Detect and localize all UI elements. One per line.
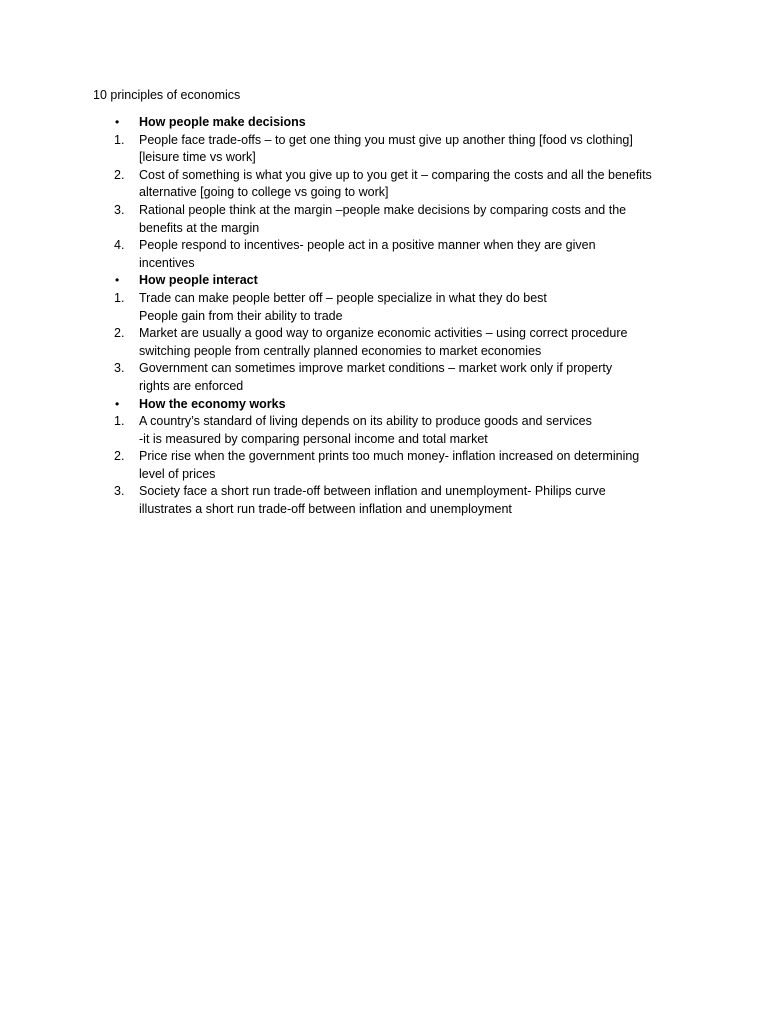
list-item-line: Trade can make people better off – people specialize in what they do best: [139, 290, 547, 305]
section-heading-text: How people make decisions: [139, 115, 306, 129]
list-number: 2.: [114, 326, 125, 341]
list-item-line: People face trade-offs – to get one thing you must give up another thing [food vs clothing]: [139, 132, 633, 147]
list-item: [93, 202, 693, 237]
list-item: [93, 360, 693, 395]
list-number: 1.: [114, 414, 125, 429]
document-title: 10 principles of economics: [93, 88, 241, 102]
list-item: [93, 413, 693, 448]
bullet-marker: •: [115, 396, 120, 411]
list-item: [93, 290, 693, 325]
list-item: [93, 167, 693, 202]
list-item-line: Society face a short run trade-off between inflation and unemployment- Philips curve: [139, 484, 606, 499]
list-item-line: People respond to incentives- people act in a positive manner when they are given: [139, 238, 596, 253]
list-item-line: level of prices: [139, 466, 216, 481]
list-item: [93, 237, 693, 272]
section-heading-text: How the economy works: [139, 396, 286, 411]
list-number: 1.: [114, 290, 125, 305]
list-number: 3.: [114, 202, 125, 217]
list-item-line: Rational people think at the margin –people make decisions by comparing costs and the: [139, 202, 627, 217]
list-item: [93, 483, 693, 518]
section-heading-economy: [93, 396, 693, 414]
list-item: [93, 448, 693, 483]
list-item-line: rights are enforced: [139, 378, 244, 393]
section-heading-interact: [93, 272, 693, 290]
list-item-line: Government can sometimes improve market conditions – market work only if property: [139, 361, 613, 376]
list-number: 2.: [114, 167, 125, 182]
list-item-line: benefits at the margin: [139, 220, 260, 235]
list-item: [93, 325, 693, 360]
list-item-line: -it is measured by comparing personal income and total market: [139, 431, 488, 446]
list-item-line: incentives: [139, 255, 195, 270]
list-number: 3.: [114, 361, 125, 376]
list-number: 1.: [114, 132, 125, 147]
list-item-line: alternative [going to college vs going to work]: [139, 185, 389, 200]
list-number: 4.: [114, 238, 125, 253]
list-number: 2.: [114, 449, 125, 464]
list-item-line: switching people from centrally planned economies to market economies: [139, 343, 542, 358]
list-item-line: [leisure time vs work]: [139, 150, 256, 165]
document-body: [93, 114, 693, 519]
list-number: 3.: [114, 484, 125, 499]
section-heading-decisions: [93, 114, 693, 132]
section-heading-text: How people interact: [139, 273, 258, 288]
list-item: [93, 132, 693, 167]
list-item-line: People gain from their ability to trade: [139, 308, 343, 323]
list-item-line: Price rise when the government prints too much money- inflation increased on determining: [139, 449, 640, 464]
list-item-line: illustrates a short run trade-off between inflation and unemployment: [139, 502, 512, 517]
bullet-marker: •: [115, 273, 120, 288]
list-item-line: Market are usually a good way to organize economic activities – using correct procedure: [139, 326, 628, 341]
list-item-line: A country’s standard of living depends on its ability to produce goods and services: [139, 414, 592, 429]
bullet-marker: •: [115, 115, 120, 129]
list-item-line: Cost of something is what you give up to you get it – comparing the costs and all the benefits: [139, 167, 652, 182]
